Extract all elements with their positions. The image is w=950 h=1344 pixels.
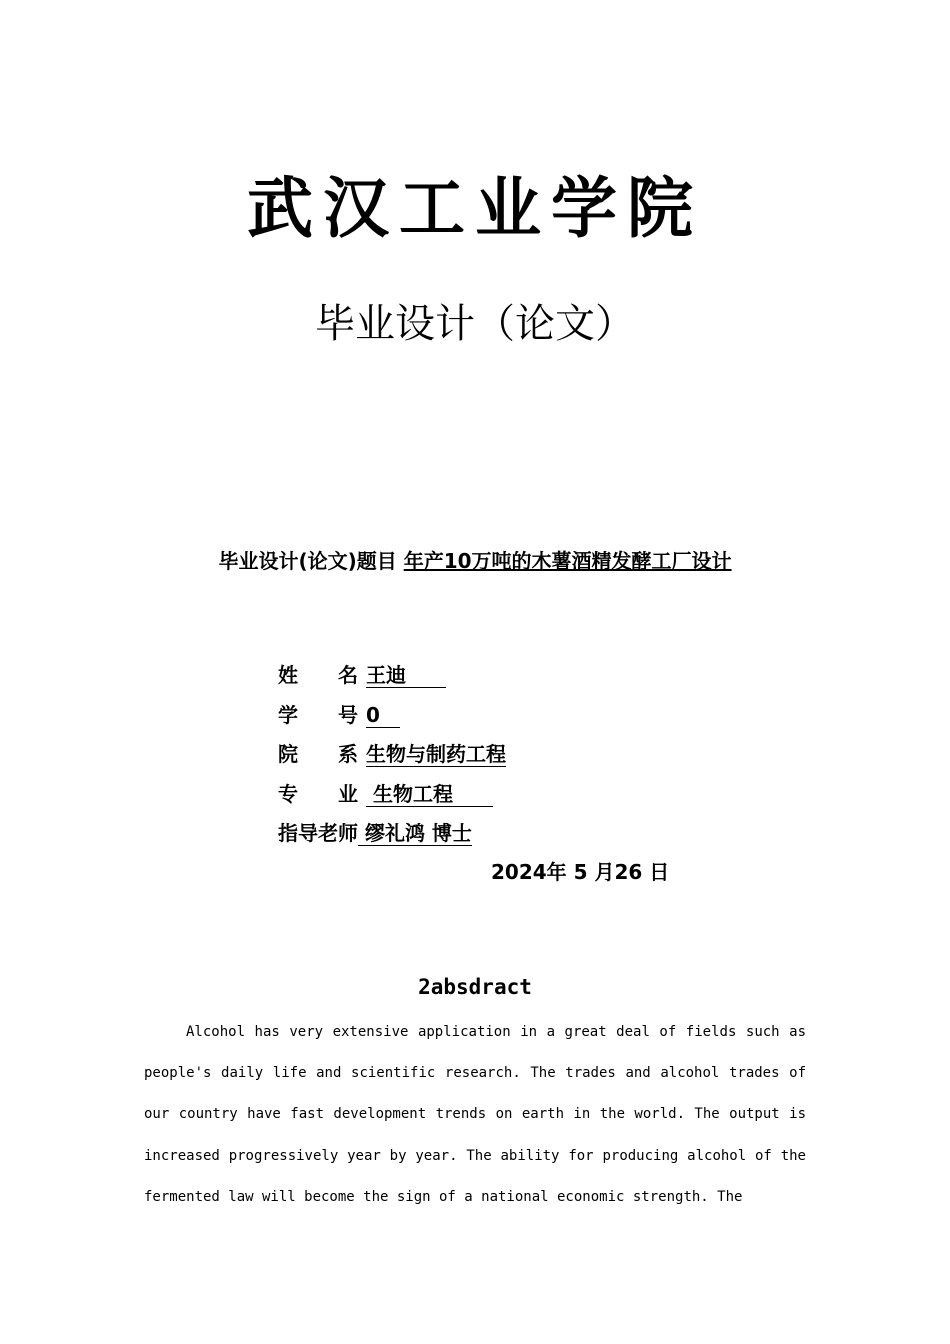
info-row-advisor — [278, 818, 678, 848]
dept-value: 生物与制药工程 — [366, 742, 506, 766]
major-value: 生物工程 — [366, 782, 493, 806]
major-label: 专 业 — [278, 782, 358, 806]
topic-value: 年产10万吨的木薯酒精发酵工厂设计 — [403, 549, 732, 573]
id-label: 学 号 — [278, 703, 358, 727]
submission-date: 2024年 5 月26 日 — [491, 860, 670, 884]
abstract-body: Alcohol has very extensive application in a great deal of fields such as people's daily life and scientific research. The trades and alcohol trades of our country have fast development trends on earth in the world. The output is increased progressively year by year. The ability for producing alcohol of the fermented law will become the sign of a national economic strength. The — [144, 1024, 806, 1205]
topic-label: 毕业设计(论文)题目 — [218, 549, 397, 573]
school-name: 武汉工业学院 — [247, 169, 703, 247]
name-label: 姓 名 — [278, 663, 358, 687]
advisor-label: 指导老师 — [278, 821, 358, 845]
advisor-value: 缪礼鸿 博士 — [358, 821, 472, 845]
name-value: 王迪 — [366, 663, 446, 687]
dept-label: 院 系 — [278, 742, 358, 766]
info-row-student-id — [278, 700, 678, 730]
thesis-topic — [0, 546, 950, 576]
info-row-department — [278, 739, 678, 769]
id-value: 0 — [366, 703, 400, 727]
info-row-name — [278, 660, 678, 690]
info-row-major — [278, 779, 678, 809]
abstract-title: 2absdract — [418, 975, 532, 999]
document-type-title: 毕业设计（论文） — [315, 301, 635, 347]
